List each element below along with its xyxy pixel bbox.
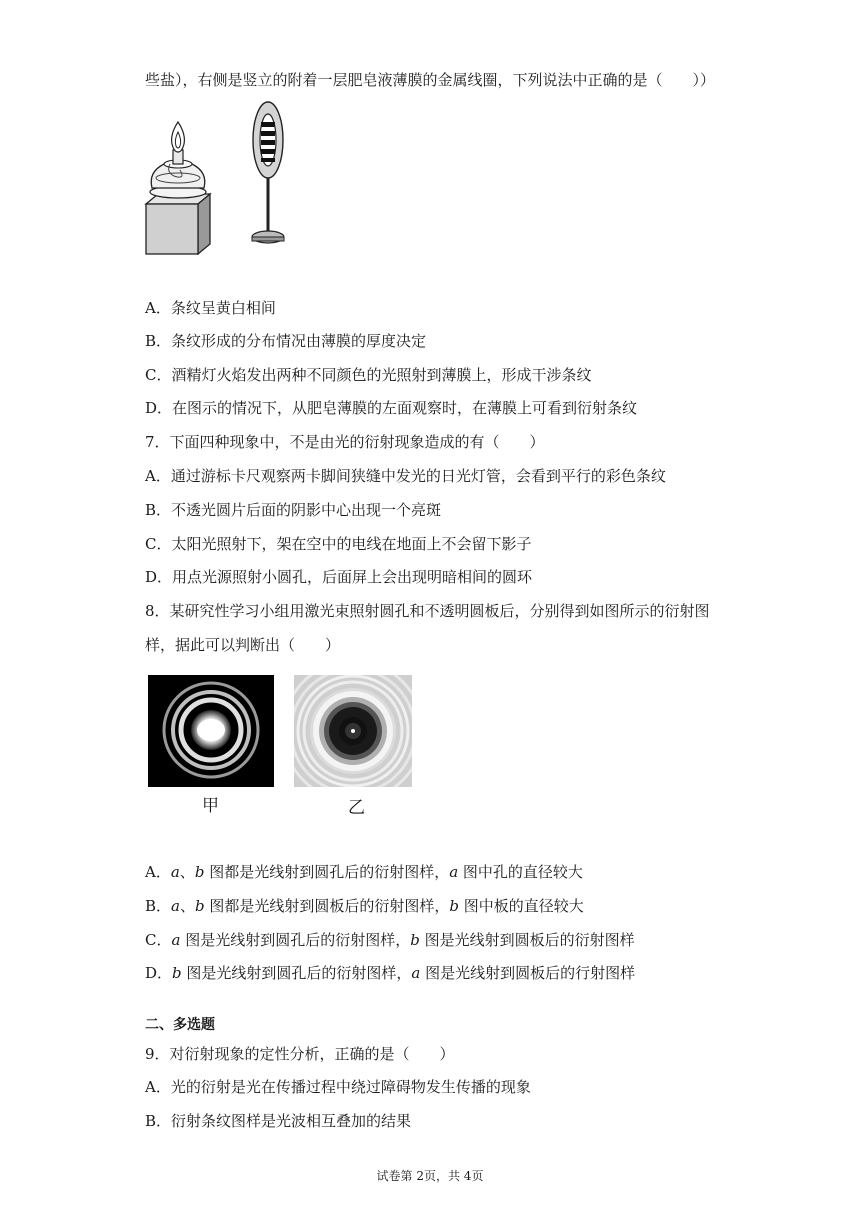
var-b: b (172, 964, 182, 982)
var-b: b (194, 863, 205, 881)
q8-stem-line1: 8．某研究性学习小组用激光束照射圆孔和不透明圆板后，分别得到如图所示的衍射图 (145, 602, 710, 620)
q9-stem: 9．对衍射现象的定性分析，正确的是（ ） (145, 1045, 455, 1063)
figure-label-jia: 甲 (202, 796, 219, 816)
var-b: b (195, 897, 205, 915)
var-a: a (171, 931, 181, 949)
alcohol-lamp-soap-film-figure (140, 100, 300, 255)
var-a: a (449, 863, 459, 881)
diffraction-pattern-jia (148, 675, 274, 787)
q7-option-a: A．通过游标卡尺观察两卡脚间狭缝中发光的日光灯管，会看到平行的彩色条纹 (145, 467, 666, 485)
section-title-multiple-choice: 二、多选题 (145, 1017, 215, 1033)
option-text: 图中孔的直径较大 (458, 863, 583, 881)
q9-option-a: A．光的衍射是光在传播过程中绕过障碍物发生传播的现象 (145, 1078, 531, 1096)
q8-option-d (145, 963, 635, 983)
option-text: 图都是光线射到圆孔后的衍射图样， (204, 863, 450, 881)
var-b: b (449, 897, 459, 915)
q7-option-d: D．用点光源照射小圆孔，后面屏上会出现明暗相间的圆环 (145, 568, 533, 586)
option-text: 图是光线射到圆孔后的衍射图样， (180, 931, 411, 949)
option-text: 图都是光线射到圆板后的衍射图样， (204, 897, 450, 915)
page-footer: 试卷第 2页，共 4页 (376, 1169, 484, 1183)
q9-option-b: B．衍射条纹图样是光波相互叠加的结果 (145, 1112, 412, 1130)
var-b: b (410, 931, 420, 949)
q8-option-b (145, 896, 584, 916)
q7-stem: 7．下面四种现象中，不是由光的衍射现象造成的有（ ） (145, 433, 545, 451)
q6-option-c: C．酒精灯火焰发出两种不同颜色的光照射到薄膜上，形成干涉条纹 (145, 366, 592, 384)
option-text: 图是光线射到圆板后的行射图样 (420, 964, 636, 982)
q8-option-c (145, 930, 635, 950)
option-prefix: C． (145, 931, 172, 949)
q6-option-b: B．条纹形成的分布情况由薄膜的厚度决定 (145, 332, 427, 350)
diffraction-pattern-yi (294, 675, 412, 787)
figure-label-yi: 乙 (348, 798, 365, 818)
option-text: 、 (179, 897, 195, 915)
q6-option-d: D．在图示的情况下，从肥皂薄膜的左面观察时，在薄膜上可看到衍射条纹 (145, 399, 638, 417)
option-prefix: A． (145, 863, 171, 881)
q6-stem-continuation: 些盐），右侧是竖立的附着一层肥皂液薄膜的金属线圈，下列说法中正确的是（ ）） (145, 71, 716, 89)
option-prefix: D． (145, 964, 173, 982)
var-a: a (411, 964, 421, 982)
option-text: 、 (179, 863, 195, 881)
option-text: 图是光线射到圆孔后的衍射图样， (181, 964, 412, 982)
var-a: a (170, 863, 180, 881)
q6-option-a: A．条纹呈黄白相间 (145, 299, 276, 317)
option-text: 图中板的直径较大 (459, 897, 584, 915)
option-text: 图是光线射到圆板后的衍射图样 (419, 931, 635, 949)
option-prefix: B． (145, 897, 172, 915)
q7-option-b: B．不透光圆片后面的阴影中心出现一个亮斑 (145, 501, 442, 519)
q8-stem-line2: 样，据此可以判断出（ ） (145, 636, 341, 654)
q7-option-c: C．太阳光照射下，架在空中的电线在地面上不会留下影子 (145, 535, 532, 553)
var-a: a (171, 897, 180, 915)
q8-option-a (145, 862, 583, 882)
